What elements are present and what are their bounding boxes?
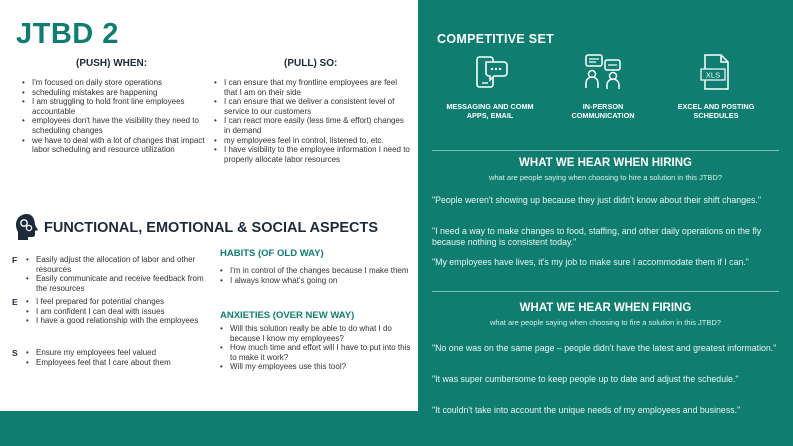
- firing-quote: "No one was on the same page – people didn't have the latest and greatest information.": [432, 343, 777, 353]
- divider: [432, 150, 779, 151]
- list-item: • Ensure my employees feel valued: [26, 348, 206, 358]
- pull-list: [214, 78, 410, 164]
- hiring-quote: "My employees have lives, it's my job to make sure I accommodate them if I can.": [432, 257, 749, 267]
- social-list: [26, 348, 206, 367]
- social-letter: S: [12, 348, 18, 358]
- list-item: • I feel prepared for potential changes: [26, 297, 206, 307]
- anxieties-heading: ANXIETIES (OVER NEW WAY): [220, 310, 355, 321]
- competitor-label: MESSAGING AND COMM APPS, EMAIL: [446, 102, 534, 120]
- xls-file-icon: [696, 52, 736, 92]
- habits-heading: HABITS (OF OLD WAY): [220, 248, 324, 259]
- list-item: • I have a good relationship with the employees: [26, 316, 206, 326]
- hiring-title: WHAT WE HEAR WHEN HIRING: [519, 157, 692, 169]
- competitor-in-person: [553, 52, 653, 121]
- list-item: • Easily adjust the allocation of labor and other resources: [26, 255, 206, 274]
- push-list: [22, 78, 207, 155]
- emotional-list: [26, 297, 206, 326]
- list-item: • I can react more easily (less time & effort) changes in demand: [214, 116, 410, 135]
- list-item: • Easily communicate and receive feedback from the resources: [26, 274, 206, 293]
- list-item: • my employees feel in control, listened to, etc.: [214, 136, 410, 146]
- firing-subtitle: what are people saying when choosing to fire a solution in this JTBD?: [490, 318, 721, 327]
- people-talking-icon: [583, 52, 623, 92]
- competitor-label: IN-PERSON COMMUNICATION: [571, 102, 635, 120]
- firing-quote: "It was super cumbersome to keep people up to date and adjust the schedule.": [432, 374, 739, 384]
- competitor-messaging: [440, 52, 540, 121]
- aspects-title: FUNCTIONAL, EMOTIONAL & SOCIAL ASPECTS: [44, 220, 379, 236]
- list-item: • employees don't have the visibility they need to scheduling changes: [22, 116, 207, 135]
- list-item: • Employees feel that I care about them: [26, 358, 206, 368]
- list-item: • Will my employees use this tool?: [220, 362, 412, 372]
- emotional-letter: E: [12, 297, 18, 307]
- list-item: • How much time and effort will I have to put into this to make it work?: [220, 343, 412, 362]
- pull-heading: (PULL) SO:: [284, 58, 338, 69]
- push-heading: (PUSH) WHEN:: [76, 58, 148, 69]
- head-gears-icon: [14, 213, 40, 241]
- right-panel: [418, 0, 793, 446]
- hiring-quote: "I need a way to make changes to food, staffing, and other daily operations on the fly because nothing is consistent today.": [432, 226, 762, 247]
- competitor-label: EXCEL AND POSTING SCHEDULES: [677, 102, 755, 120]
- hiring-quote: "People weren't showing up because they just didn't know about their shift changes.": [432, 195, 761, 205]
- phone-chat-icon: [470, 52, 510, 92]
- left-panel: [0, 0, 418, 411]
- competitor-excel: [666, 52, 766, 121]
- hiring-subtitle: what are people saying when choosing to hire a solution in this JTBD?: [488, 173, 723, 182]
- list-item: • I am struggling to hold front line employees accountable: [22, 97, 207, 116]
- list-item: • I can ensure that my frontline employees are feel that I am on their side: [214, 78, 410, 97]
- list-item: • Will this solution really be able to do what I do because I know my employees?: [220, 324, 412, 343]
- anxieties-list: [220, 324, 412, 372]
- list-item: • I have visibility to the employee information I need to properly allocate labor resources: [214, 145, 410, 164]
- list-item: • we have to deal with a lot of changes that impact labor scheduling and resource utilization: [22, 136, 207, 155]
- list-item: • scheduling mistakes are happening: [22, 88, 207, 98]
- svg-text:XLS: XLS: [705, 70, 721, 80]
- functional-list: [26, 255, 206, 293]
- divider: [432, 291, 779, 292]
- habits-list: [220, 266, 412, 285]
- page-title: JTBD 2: [16, 18, 119, 50]
- list-item: • I am confident I can deal with issues: [26, 307, 206, 317]
- list-item: • I can ensure that we deliver a consistent level of service to our customers: [214, 97, 410, 116]
- list-item: • I'm in control of the changes because I make them: [220, 266, 412, 276]
- firing-title: WHAT WE HEAR WHEN FIRING: [519, 302, 692, 314]
- firing-quote: "It couldn't take into account the unique needs of my employees and business.": [432, 405, 741, 415]
- competitive-title: COMPETITIVE SET: [437, 32, 555, 46]
- list-item: • I'm focused on daily store operations: [22, 78, 207, 88]
- functional-letter: F: [12, 255, 18, 265]
- list-item: • I always know what's going on: [220, 276, 412, 286]
